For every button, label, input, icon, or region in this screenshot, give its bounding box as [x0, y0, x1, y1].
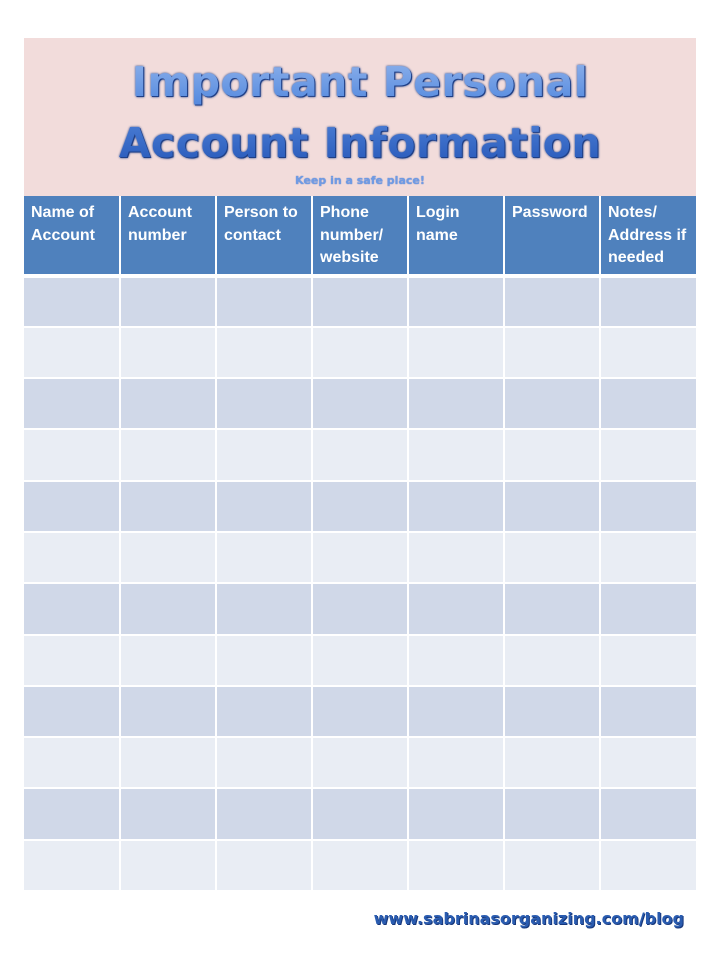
- table-row: [24, 378, 696, 429]
- table-cell: [312, 686, 408, 737]
- table-cell: [408, 635, 504, 686]
- table-cell: [504, 686, 600, 737]
- table-cell: [600, 737, 696, 788]
- table-cell: [504, 429, 600, 480]
- table-cell: [408, 840, 504, 891]
- table-cell: [24, 583, 120, 634]
- table-cell: [600, 686, 696, 737]
- table-cell: [24, 378, 120, 429]
- table-row: [24, 788, 696, 839]
- table-cell: [24, 840, 120, 891]
- title-line-2: Account Information: [118, 119, 602, 167]
- table-cell: [120, 276, 216, 327]
- column-header-name-of-account: Name of Account: [24, 196, 120, 276]
- table-cell: [408, 276, 504, 327]
- table-cell: [600, 327, 696, 378]
- table-cell: [120, 583, 216, 634]
- table-cell: [216, 583, 312, 634]
- table-cell: [408, 327, 504, 378]
- table-cell: [120, 788, 216, 839]
- table-cell: [24, 532, 120, 583]
- table-cell: [120, 481, 216, 532]
- table-cell: [600, 532, 696, 583]
- table-cell: [24, 686, 120, 737]
- table-cell: [312, 788, 408, 839]
- table-cell: [600, 276, 696, 327]
- table-cell: [504, 788, 600, 839]
- table-cell: [24, 635, 120, 686]
- account-table: [24, 196, 696, 892]
- table-cell: [504, 378, 600, 429]
- table-row: [24, 686, 696, 737]
- table-cell: [600, 788, 696, 839]
- table-cell: [216, 840, 312, 891]
- table-row: [24, 481, 696, 532]
- table-row: [24, 276, 696, 327]
- table-cell: [408, 788, 504, 839]
- table-cell: [24, 429, 120, 480]
- table-cell: [600, 378, 696, 429]
- table-cell: [504, 532, 600, 583]
- table-cell: [120, 327, 216, 378]
- account-info-sheet: [24, 38, 696, 892]
- table-cell: [408, 429, 504, 480]
- table-header-row: [24, 196, 696, 276]
- table-cell: [312, 481, 408, 532]
- table-cell: [24, 481, 120, 532]
- table-body: [24, 276, 696, 892]
- table-cell: [24, 327, 120, 378]
- column-header-notes-address: Notes/ Address if needed: [600, 196, 696, 276]
- table-cell: [216, 276, 312, 327]
- title-line-1: Important Personal: [131, 58, 589, 106]
- table-cell: [216, 788, 312, 839]
- table-cell: [312, 532, 408, 583]
- table-cell: [120, 840, 216, 891]
- table-cell: [504, 481, 600, 532]
- table-cell: [216, 686, 312, 737]
- table-cell: [504, 327, 600, 378]
- table-cell: [24, 276, 120, 327]
- table-cell: [312, 840, 408, 891]
- table-row: [24, 429, 696, 480]
- table-row: [24, 635, 696, 686]
- table-cell: [504, 737, 600, 788]
- table-cell: [120, 378, 216, 429]
- table-cell: [216, 481, 312, 532]
- page-title: [24, 38, 696, 174]
- table-cell: [120, 635, 216, 686]
- table-cell: [216, 429, 312, 480]
- table-cell: [408, 737, 504, 788]
- table-cell: [312, 583, 408, 634]
- table-cell: [24, 788, 120, 839]
- column-header-login-name: Login name: [408, 196, 504, 276]
- table-cell: [408, 481, 504, 532]
- table-row: [24, 583, 696, 634]
- table-cell: [216, 737, 312, 788]
- table-row: [24, 532, 696, 583]
- table-cell: [312, 327, 408, 378]
- table-cell: [408, 686, 504, 737]
- header-banner: [24, 38, 696, 196]
- column-header-phone-website: Phone number/ website: [312, 196, 408, 276]
- column-header-password: Password: [504, 196, 600, 276]
- table-cell: [312, 276, 408, 327]
- table-cell: [120, 532, 216, 583]
- table-cell: [216, 635, 312, 686]
- footer-url: www.sabrinasorganizing.com/blog: [373, 909, 684, 928]
- table-cell: [504, 583, 600, 634]
- table-cell: [600, 429, 696, 480]
- table-cell: [216, 532, 312, 583]
- table-cell: [504, 840, 600, 891]
- table-cell: [120, 429, 216, 480]
- table-cell: [216, 327, 312, 378]
- table-row: [24, 737, 696, 788]
- table-cell: [120, 737, 216, 788]
- table-row: [24, 840, 696, 891]
- table-cell: [600, 583, 696, 634]
- column-header-person-to-contact: Person to contact: [216, 196, 312, 276]
- table-cell: [216, 378, 312, 429]
- table-cell: [408, 583, 504, 634]
- table-cell: [600, 840, 696, 891]
- table-cell: [312, 635, 408, 686]
- table-cell: [600, 635, 696, 686]
- table-cell: [312, 429, 408, 480]
- table-cell: [24, 737, 120, 788]
- table-cell: [408, 532, 504, 583]
- table-cell: [312, 378, 408, 429]
- subtitle: Keep in a safe place!: [295, 174, 425, 187]
- table-cell: [504, 276, 600, 327]
- column-header-account-number: Account number: [120, 196, 216, 276]
- table-cell: [120, 686, 216, 737]
- table-cell: [312, 737, 408, 788]
- table-cell: [408, 378, 504, 429]
- table-cell: [600, 481, 696, 532]
- table-cell: [504, 635, 600, 686]
- table-row: [24, 327, 696, 378]
